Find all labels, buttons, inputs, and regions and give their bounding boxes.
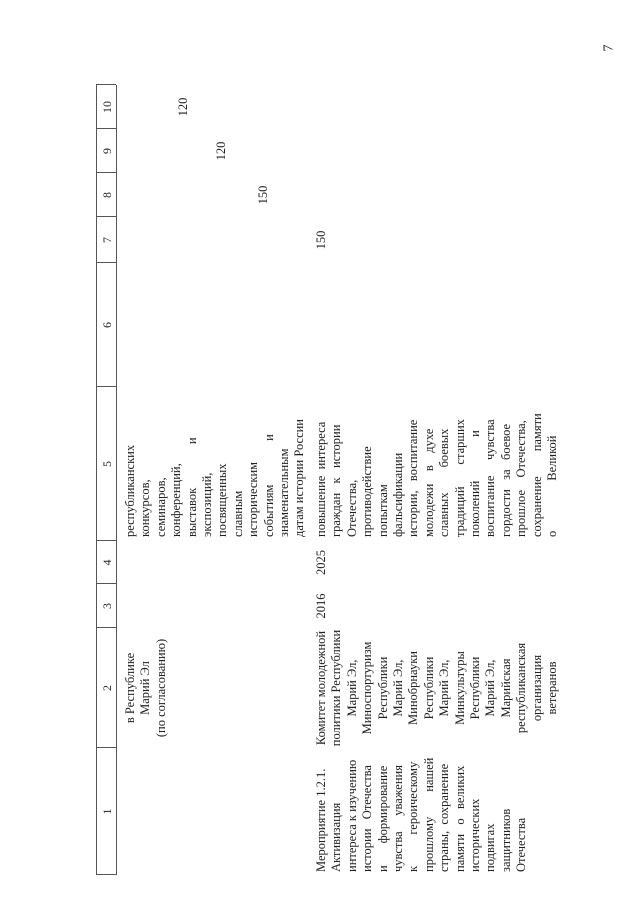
header-col-5: 5 (100, 461, 114, 467)
text-line: к героическому (406, 761, 421, 872)
value-col-7: 150 (314, 230, 328, 250)
header-col-8: 8 (100, 192, 114, 198)
end-year: 2025 (314, 550, 328, 575)
value-col-8: 150 (256, 185, 270, 205)
text-line: Миноспортуризм (360, 641, 375, 735)
text-line: Отечества, (344, 479, 359, 537)
text-line: фальсификации (391, 452, 406, 537)
text-line: событиям и (261, 434, 276, 537)
text-line: и формирование (375, 765, 390, 872)
text-line: славных боевых (437, 428, 452, 537)
header-col-7: 7 (100, 237, 114, 243)
text-line: Марий Эл, (344, 659, 359, 717)
text-line: прошлое Отечества, (514, 420, 529, 537)
text-line: Марий Эл, (483, 659, 498, 717)
activity-responsible (314, 628, 561, 748)
text-line: граждан к истории (329, 424, 344, 537)
header-bottom-border (116, 85, 117, 875)
value-col-10: 120 (176, 97, 190, 117)
text-line: памяти о великих (452, 765, 467, 872)
text-line: республиканская (514, 642, 529, 734)
header-col-6: 6 (100, 322, 114, 328)
text-line: прошлому нашей (421, 757, 436, 872)
text-line: исторических (468, 798, 483, 872)
text-line: Активизация (329, 802, 344, 872)
header-col-10: 10 (100, 101, 114, 113)
text-line: страны, сохранение (437, 763, 452, 872)
text-line: в Республике (123, 652, 137, 724)
start-year: 2016 (314, 593, 328, 619)
text-line: знаменательным (277, 448, 292, 537)
text-line: чувства уважения (391, 765, 406, 872)
text-line: попыткам (375, 484, 390, 537)
text-line: экспозиций, (200, 472, 215, 537)
text-line: выставок и (184, 437, 199, 537)
text-line: молодежи в духе (421, 428, 436, 537)
text-line: защитников (498, 808, 513, 872)
header-col-2: 2 (100, 685, 114, 691)
text-line: ветеранов (545, 661, 560, 715)
continuation-expected-result (123, 389, 308, 537)
text-line: политики Республики (329, 629, 344, 747)
text-line: традиций старших (452, 419, 467, 537)
text-line: гордости за боевое (498, 423, 513, 537)
text-line: посвященных (215, 463, 230, 537)
text-line: Мероприятие 1.2.1. (314, 768, 328, 872)
text-line: Марий Эл, (437, 659, 452, 717)
text-line: республиканских (123, 444, 137, 537)
text-line: Республики (375, 656, 390, 720)
text-line: истории, воспитание (406, 419, 421, 537)
header-col-9: 9 (100, 148, 114, 154)
text-line: интереса к изучению (344, 759, 359, 872)
header-col-1: 1 (100, 808, 114, 815)
text-line: Минобрнауки (406, 651, 421, 725)
text-line: истории Отечества (360, 765, 375, 872)
text-line: Марий Эл, (391, 659, 406, 717)
activity-title (314, 750, 530, 872)
text-line: Марийская (498, 658, 513, 718)
table-top-border (96, 85, 97, 875)
value-col-9: 120 (214, 141, 228, 161)
text-line: датам истории России (292, 419, 307, 537)
page-number: 7 (601, 44, 617, 52)
text-line: конкурсов, (138, 479, 153, 537)
header-col-3: 3 (100, 603, 114, 609)
text-line: (по согласованию) (153, 638, 168, 738)
text-line: семинаров, (153, 477, 168, 537)
text-line: повышение интереса (314, 421, 328, 537)
rotated-table-sheet (96, 75, 616, 875)
text-line: Республики (421, 656, 436, 720)
text-line: о Великой (545, 435, 560, 537)
text-line: Отечества (514, 817, 529, 872)
text-line: противодействие (360, 446, 375, 537)
text-line: конференций, (169, 463, 184, 537)
text-line: историческим (246, 461, 261, 537)
text-line: Минкультуры (452, 651, 467, 725)
text-line: славным (230, 490, 245, 537)
text-line: воспитание чувства (483, 419, 498, 537)
continuation-responsible (123, 628, 169, 748)
text-line: Комитет молодежной (314, 630, 328, 746)
text-line: сохранение памяти (529, 413, 544, 537)
text-line: организация (529, 654, 544, 722)
text-line: подвигах (483, 823, 498, 872)
text-line: поколений и (468, 430, 483, 537)
text-line: Марий Эл (138, 661, 153, 715)
header-col-4: 4 (100, 559, 114, 566)
text-line: Республики (468, 656, 483, 720)
activity-expected-result (314, 389, 561, 537)
